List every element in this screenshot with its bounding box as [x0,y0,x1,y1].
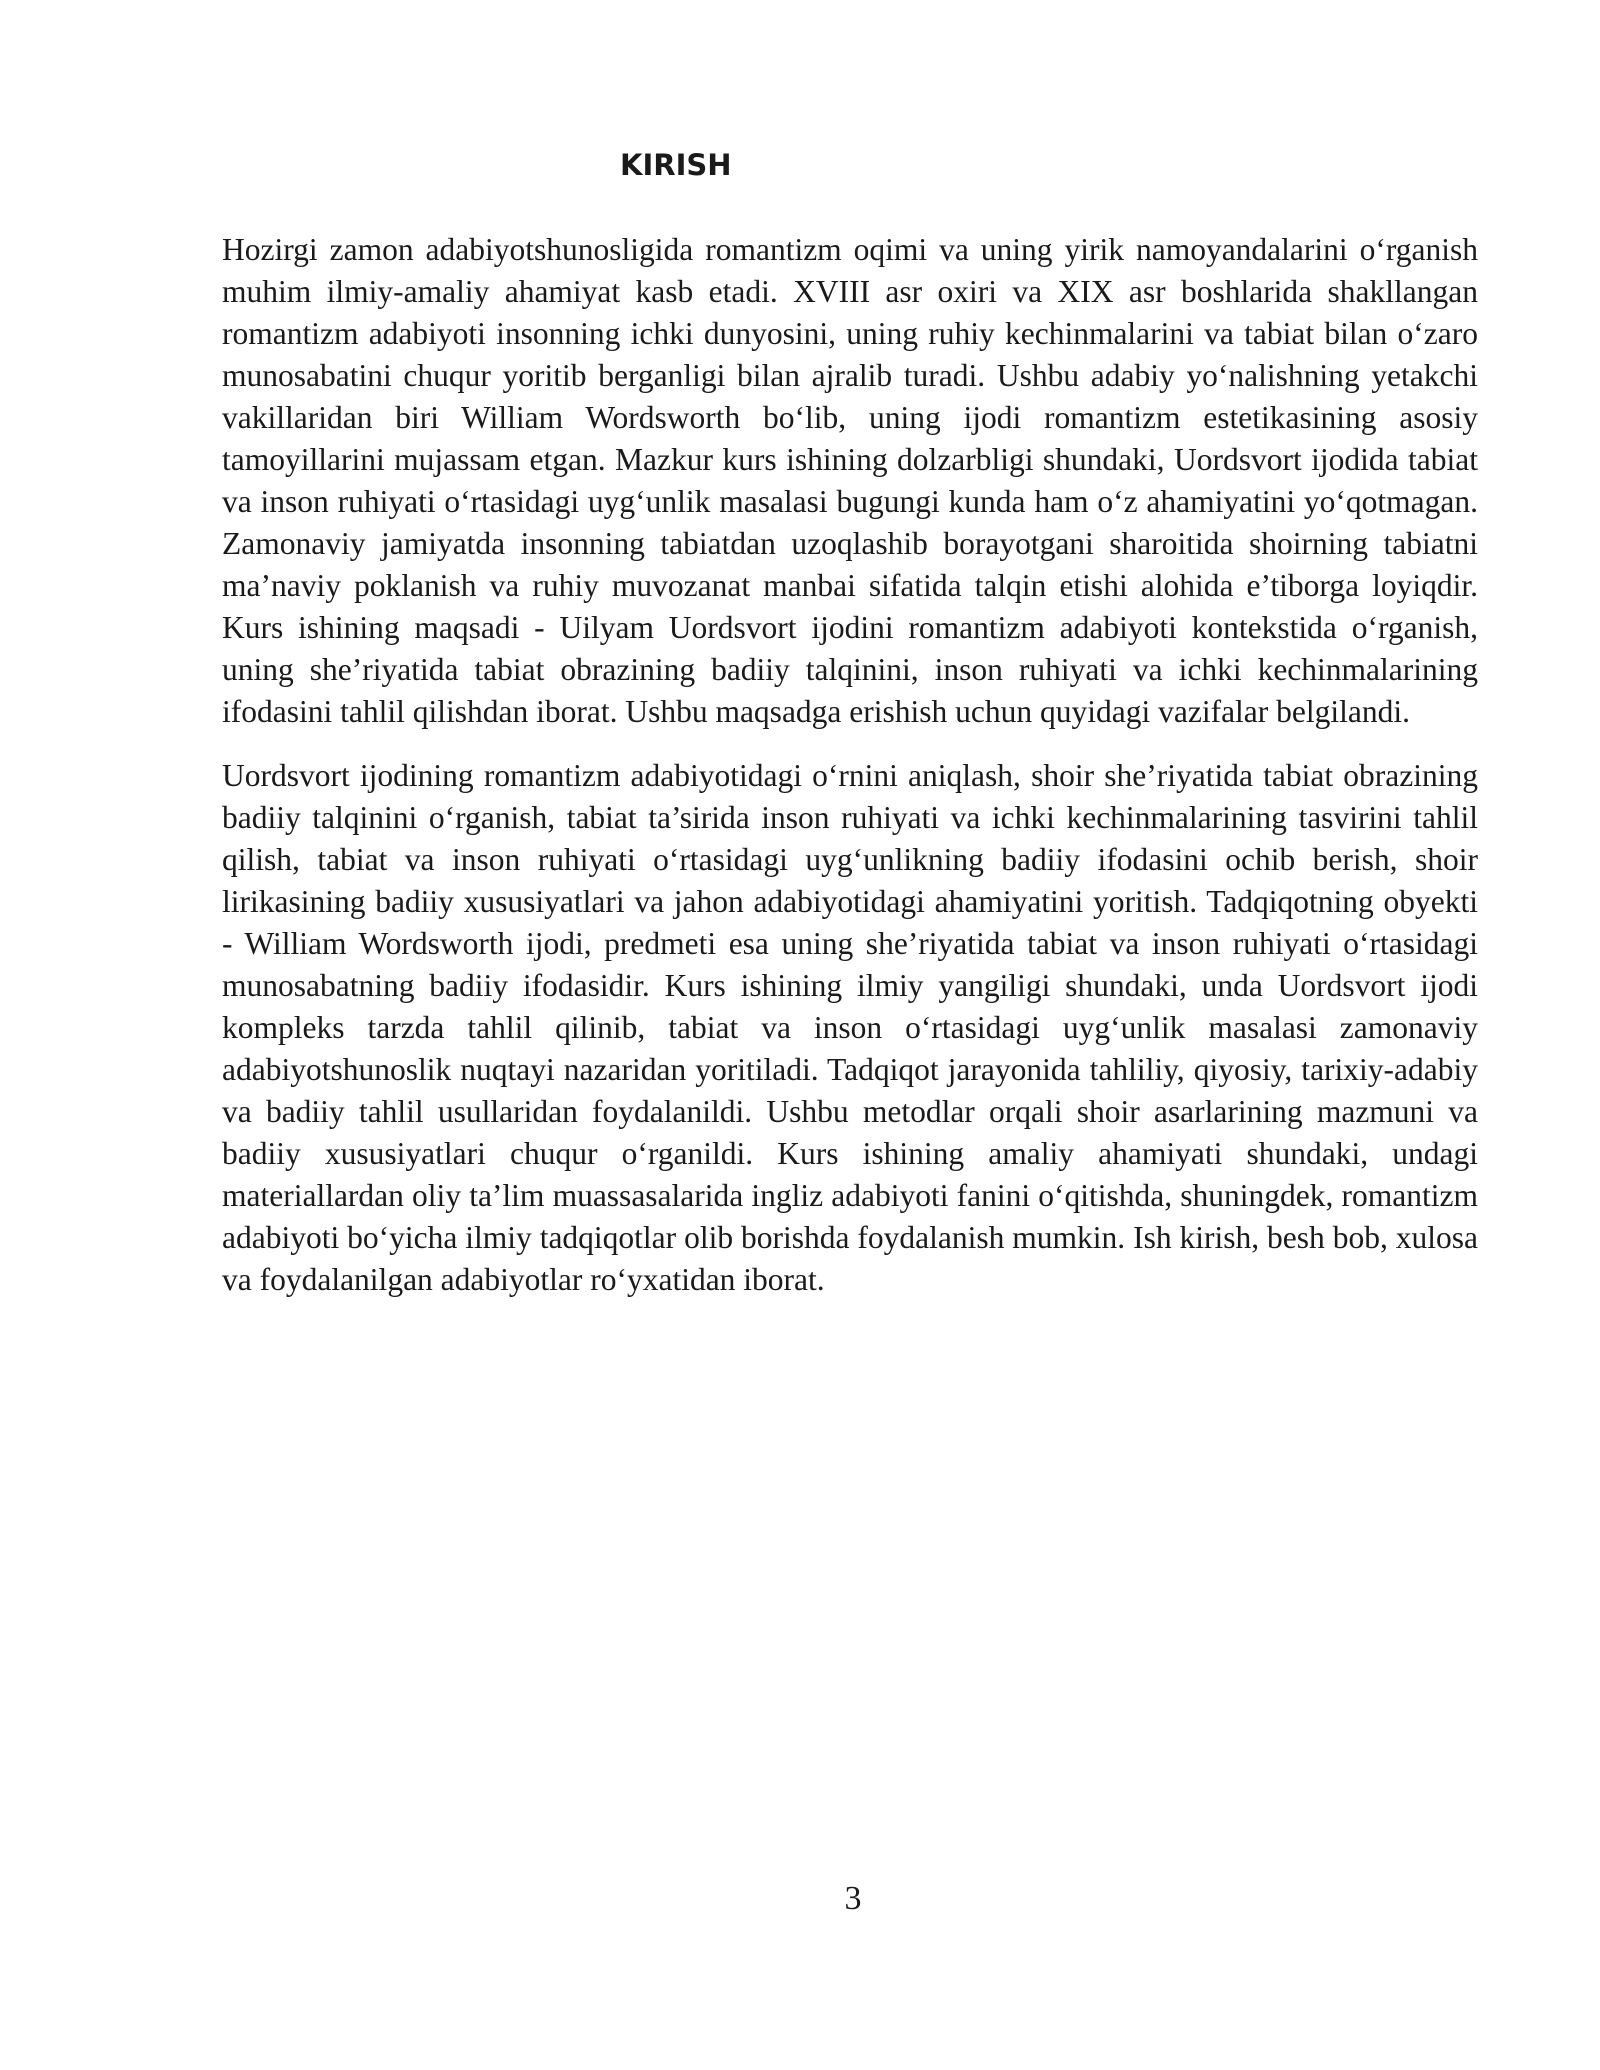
body-text [222,229,1478,1323]
section-heading: KIRISH [620,148,732,182]
paragraph-introduction: Hozirgi zamon adabiyotshunosligida romantizm oqimi va uning yirik namoyandalarini o‘rganish muhim ilmiy-amaliy ahamiyat kasb etadi. XVIII asr oxiri va XIX asr boshlarida shakllangan romantizm adabiyoti insonning ichki dunyosini, uning ruhiy kechinmalarini va tabiat bilan o‘zaro munosabatini chuqur yoritib berganligi bilan ajralib turadi. Ushbu adabiy yo‘nalishning yetakchi vakillaridan biri William Wordsworth bo‘lib, uning ijodi romantizm estetikasining asosiy tamoyillarini mujassam etgan. Mazkur kurs ishining dolzarbligi shundaki, Uordsvort ijodida tabiat va inson ruhiyati o‘rtasidagi uyg‘unlik masalasi bugungi kunda ham o‘z ahamiyatini yo‘qotmagan. Zamonaviy jamiyatda insonning tabiatdan uzoqlashib borayotgani sharoitida shoirning tabiatni ma’naviy poklanish va ruhiy muvozanat manbai sifatida talqin etishi alohida e’tiborga loyiqdir. Kurs ishining maqsadi - Uilyam Uordsvort ijodini romantizm adabiyoti kontekstida o‘rganish, uning she’riyatida tabiat obrazining badiiy talqinini, inson ruhiyati va ichki kechinmalarining ifodasini tahlil qilishdan iborat. Ushbu maqsadga erishish uchun quyidagi vazifalar belgilandi. [222,232,1478,729]
paragraph-tasks-and-methods: Uordsvort ijodining romantizm adabiyotidagi o‘rnini aniqlash, shoir she’riyatida tabiat obrazining badiiy talqinini o‘rganish, tabiat ta’sirida inson ruhiyati va ichki kechinmalarining tasvirini tahlil qilish, tabiat va inson ruhiyati o‘rtasidagi uyg‘unlikning badiiy ifodasini ochib berish, shoir lirikasining badiiy xususiyatlari va jahon adabiyotidagi ahamiyatini yoritish. Tadqiqotning obyekti - William Wordsworth ijodi, predmeti esa uning she’riyatida tabiat va inson ruhiyati o‘rtasidagi munosabatning badiiy ifodasidir. Kurs ishining ilmiy yangiligi shundaki, unda Uordsvort ijodi kompleks tarzda tahlil qilinib, tabiat va inson o‘rtasidagi uyg‘unlik masalasi zamonaviy adabiyotshunoslik nuqtayi nazaridan yoritiladi. Tadqiqot jarayonida tahliliy, qiyosiy, tarixiy-adabiy va badiiy tahlil usullaridan foydalanildi. Ushbu metodlar orqali shoir asarlarining mazmuni va badiiy xususiyatlari chuqur o‘rganildi. Kurs ishining amaliy ahamiyati shundaki, undagi materiallardan oliy ta’lim muassasalarida ingliz adabiyoti fanini o‘qitishda, shuningdek, romantizm adabiyoti bo‘yicha ilmiy tadqiqotlar olib borishda foydalanish mumkin. Ish kirish, besh bob, xulosa va foydalanilgan adabiyotlar ro‘yxatidan iborat. [222,758,1478,1297]
page-number: 3 [844,1880,862,1917]
